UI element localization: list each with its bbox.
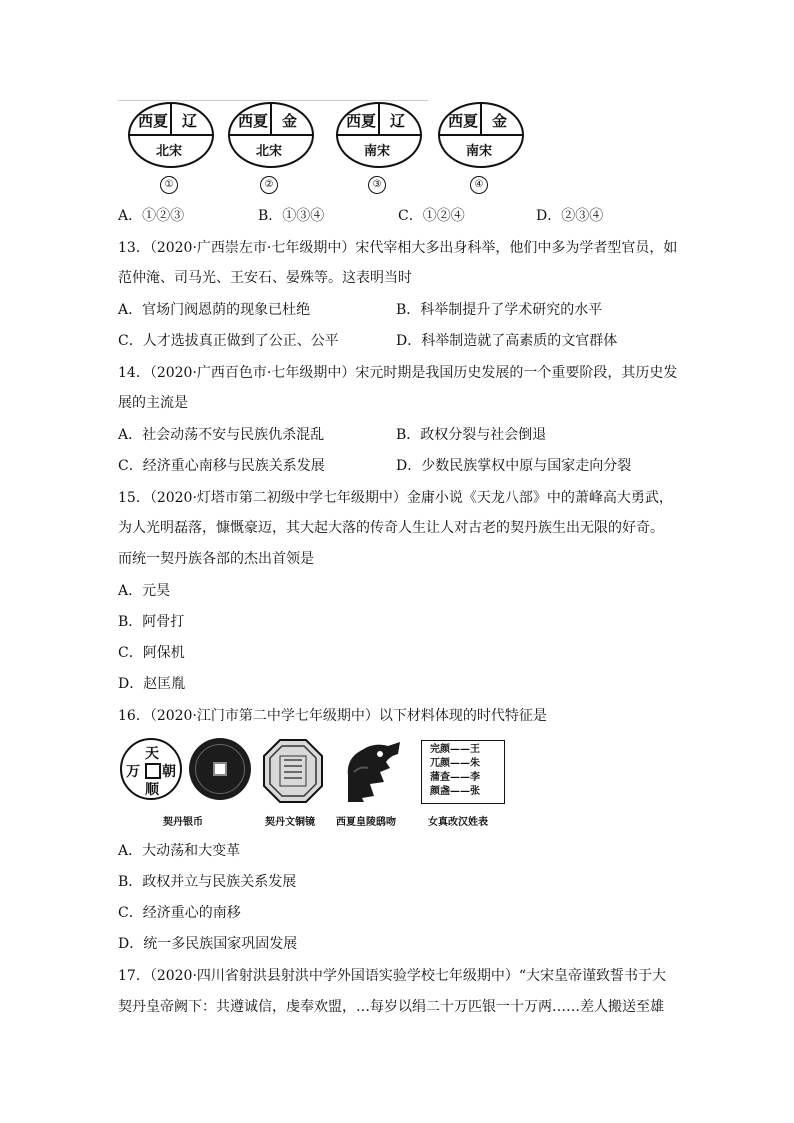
caption-jurchen-surname-table: 女真改汉姓表 xyxy=(428,817,488,828)
circle-4-bottom: 南宋 xyxy=(466,144,493,159)
circle-2-top-right: 金 xyxy=(282,112,298,130)
q13-option-b[interactable]: B．科举制提升了学术研究的水平 xyxy=(396,302,603,318)
circle-3-top-left: 西夏 xyxy=(346,112,377,130)
q16-option-d[interactable]: D．统一多民族国家巩固发展 xyxy=(118,936,298,952)
q14-stem-line2: 展的主流是 xyxy=(118,395,188,411)
q13-option-a[interactable]: A．官场门阀恩荫的现象已杜绝 xyxy=(118,302,311,318)
q13-option-d[interactable]: D．科举制造就了高素质的文官群体 xyxy=(396,333,618,349)
xixia-chiwen-image xyxy=(340,738,408,806)
coin-char-top: 天 xyxy=(145,746,159,762)
q14-option-a[interactable]: A．社会动荡不安与民族仇杀混乱 xyxy=(118,427,325,443)
q15-option-d[interactable]: D．赵匡胤 xyxy=(118,676,186,692)
circle-diagram-2 xyxy=(224,98,320,190)
q12-option-d[interactable]: D．②③④ xyxy=(536,208,604,224)
circle-2-bottom: 北宋 xyxy=(256,144,283,159)
coin-char-right: 朝 xyxy=(162,764,176,780)
q15-option-a[interactable]: A．元昊 xyxy=(118,583,171,599)
circle-2-number: ② xyxy=(260,176,278,194)
circle-diagram-4 xyxy=(434,98,530,190)
q12-options xyxy=(118,206,678,226)
coin-char-left: 万 xyxy=(126,764,140,780)
q14-options-row2 xyxy=(118,456,678,476)
circle-4-number: ④ xyxy=(470,176,488,194)
caption-khitan-bronze-mirror: 契丹文铜镜 xyxy=(265,817,315,828)
surname-table-image xyxy=(421,740,505,804)
circle-4-top-right: 金 xyxy=(492,112,508,130)
q15-option-c[interactable]: C．阿保机 xyxy=(118,645,185,661)
caption-khitan-silver-coin: 契丹银币 xyxy=(163,817,203,828)
coin-char-bottom: 顺 xyxy=(145,782,159,798)
circle-1-top-left: 西夏 xyxy=(138,112,169,130)
q12-option-c[interactable]: C．①②④ xyxy=(398,208,465,224)
bronze-mirror-image xyxy=(262,738,324,804)
q14-stem-line1: 14．（2020·广西百色市·七年级期中）宋元时期是我国历史发展的一个重要阶段，其历史发 xyxy=(118,365,678,381)
q16-stem: 16．（2020·江门市第二中学七年级期中）以下材料体现的时代特征是 xyxy=(118,708,547,724)
circle-diagram-3 xyxy=(332,98,428,190)
q13-stem-line1: 13．（2020·广西崇左市·七年级期中）宋代宰相大多出身科举，他们中多为学者型官员，如 xyxy=(118,240,678,256)
q16-option-c[interactable]: C．经济重心的南移 xyxy=(118,905,241,921)
q16-option-a[interactable]: A．大动荡和大变革 xyxy=(118,843,241,859)
surname-row-4: 颜盏——张 xyxy=(430,786,480,797)
q14-option-d[interactable]: D．少数民族掌权中原与国家走向分裂 xyxy=(396,458,632,474)
q17-stem-line2: 契丹皇帝阙下：共遵诚信，虔奉欢盟，…每岁以绢二十万匹银一十万两……差人搬送至雄 xyxy=(118,999,664,1015)
caption-xixia-chiwen: 西夏皇陵鸱吻 xyxy=(336,817,396,828)
q13-options-row1 xyxy=(118,300,678,320)
q12-option-b[interactable]: B．①③④ xyxy=(258,208,325,224)
circle-3-bottom: 南宋 xyxy=(364,144,391,159)
circle-1-number: ① xyxy=(160,176,178,194)
surname-row-2: 兀颜——朱 xyxy=(430,758,480,769)
q14-option-c[interactable]: C．经济重心南移与民族关系发展 xyxy=(118,458,325,474)
q16-option-b[interactable]: B．政权并立与民族关系发展 xyxy=(118,874,297,890)
q13-options-row2 xyxy=(118,331,678,351)
q13-stem-line2: 范仲淹、司马光、王安石、晏殊等。这表明当时 xyxy=(118,270,412,286)
circle-3-number: ③ xyxy=(368,176,386,194)
q17-stem-line1: 17．（2020·四川省射洪县射洪中学外国语实验学校七年级期中）“大宋皇帝谨致誓书于大 xyxy=(118,968,667,984)
q15-stem-line1: 15．（2020·灯塔市第二初级中学七年级期中）金庸小说《天龙八部》中的萧峰高大勇武， xyxy=(118,490,673,506)
khitan-coin-left-image xyxy=(120,738,182,800)
q15-stem-line3: 而统一契丹族各部的杰出首领是 xyxy=(118,551,314,567)
q15-option-b[interactable]: B．阿骨打 xyxy=(118,614,185,630)
surname-row-3: 蒲查——李 xyxy=(430,772,480,783)
circle-3-top-right: 辽 xyxy=(390,112,406,130)
q15-stem-line2: 为人光明磊落，慷慨豪迈，其大起大落的传奇人生让人对古老的契丹族生出无限的好奇。 xyxy=(118,520,664,536)
q14-option-b[interactable]: B．政权分裂与社会倒退 xyxy=(396,427,547,443)
q13-option-c[interactable]: C．人才选拔真正做到了公正、公平 xyxy=(118,333,339,349)
q14-options-row1 xyxy=(118,425,678,445)
khitan-coin-right-image xyxy=(189,738,251,800)
circle-4-top-left: 西夏 xyxy=(448,112,479,130)
surname-row-1: 完颜——王 xyxy=(430,744,480,755)
circle-2-top-left: 西夏 xyxy=(238,112,269,130)
q12-option-a[interactable]: A．①②③ xyxy=(118,208,185,224)
circle-1-bottom: 北宋 xyxy=(156,144,183,159)
circle-1-top-right: 辽 xyxy=(182,112,198,130)
circle-diagram-1 xyxy=(124,98,220,190)
